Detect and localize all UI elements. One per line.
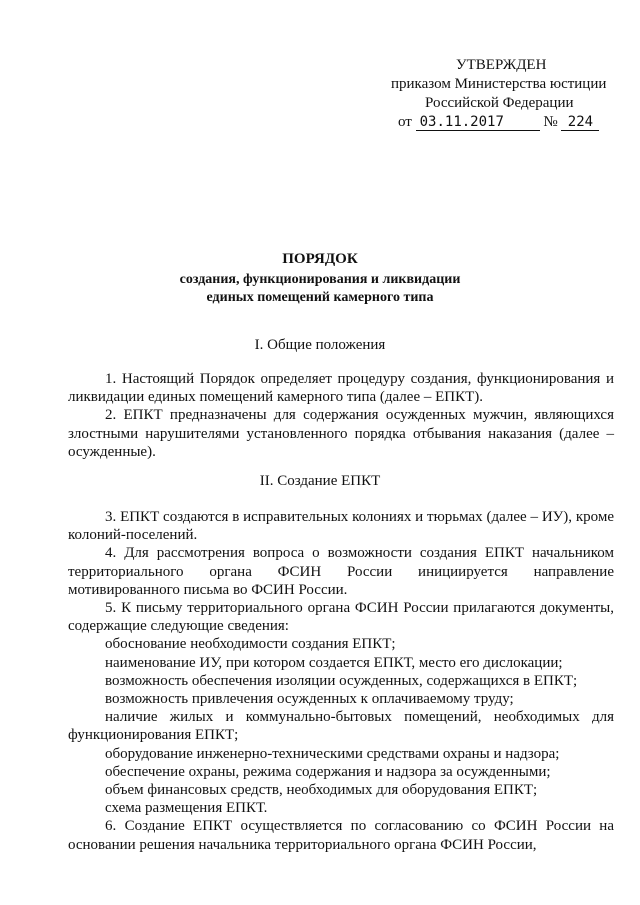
list-item: возможность обеспечения изоляции осужденных, содержащихся в ЕПКТ; bbox=[105, 672, 578, 689]
paragraph-5: 5. К письму территориального органа ФСИН России прилагаются документы, содержащие следующие сведения: bbox=[68, 600, 614, 635]
list-item: обоснование необходимости создания ЕПКТ; bbox=[105, 636, 396, 653]
paragraph-2: 2. ЕПКТ предназначены для содержания осужденных мужчин, являющихся злостными нарушителями установленного порядка отбывания наказания (далее – осужденные). bbox=[68, 407, 614, 460]
list-item: наличие жилых и коммунально-бытовых помещений, необходимых для функционирования ЕПКТ; bbox=[68, 709, 614, 744]
section-general-body bbox=[68, 370, 614, 461]
doc-subtitle-1: создания, функционирования и ликвидации bbox=[179, 272, 461, 287]
approval-ministry: Российской Федерации bbox=[425, 95, 574, 111]
paragraph-1: 1. Настоящий Порядок определяет процедуру создания, функционирования и ликвидации единых помещений камерного типа (далее – ЕПКТ). bbox=[68, 371, 614, 406]
list-item: возможность привлечения осужденных к оплачиваемому труду; bbox=[105, 691, 514, 708]
section-heading-general: I. Общие положения bbox=[254, 337, 386, 353]
paragraph-6: 6. Создание ЕПКТ осуществляется по согласованию со ФСИН России на основании решения начальника территориального органа ФСИН России, bbox=[68, 818, 614, 853]
section-heading-creation: II. Создание ЕПКТ bbox=[259, 473, 381, 489]
approval-status: УТВЕРЖДЕН bbox=[456, 57, 547, 73]
list-item: обеспечение охраны, режима содержания и надзора за осужденными; bbox=[105, 763, 551, 780]
from-label: от bbox=[398, 114, 412, 130]
list-item: схема размещения ЕПКТ. bbox=[105, 800, 268, 817]
list-item: объем финансовых средств, необходимых для оборудования ЕПКТ; bbox=[105, 782, 538, 799]
doc-title: ПОРЯДОК bbox=[282, 251, 358, 267]
number-label: № bbox=[543, 114, 558, 130]
order-date: 03.11.2017 bbox=[416, 114, 540, 131]
approval-date-number bbox=[380, 113, 620, 132]
order-number: 224 bbox=[561, 114, 599, 131]
paragraph-3: 3. ЕПКТ создаются в исправительных колониях и тюрьмах (далее – ИУ), кроме колоний-поселений. bbox=[68, 509, 614, 544]
list-item: оборудование инженерно-техническими средствами охраны и надзора; bbox=[105, 745, 560, 762]
list-item: наименование ИУ, при котором создается ЕПКТ, место его дислокации; bbox=[105, 654, 563, 671]
approval-stamp bbox=[380, 56, 620, 132]
doc-subtitle-2: единых помещений камерного типа bbox=[206, 290, 434, 305]
section-creation-body bbox=[68, 508, 614, 854]
approval-order: приказом Министерства юстиции bbox=[391, 76, 607, 92]
paragraph-4: 4. Для рассмотрения вопроса о возможности создания ЕПКТ начальником территориального органа ФСИН России инициируется направление мотивированного письма во ФСИН России. bbox=[68, 545, 614, 598]
